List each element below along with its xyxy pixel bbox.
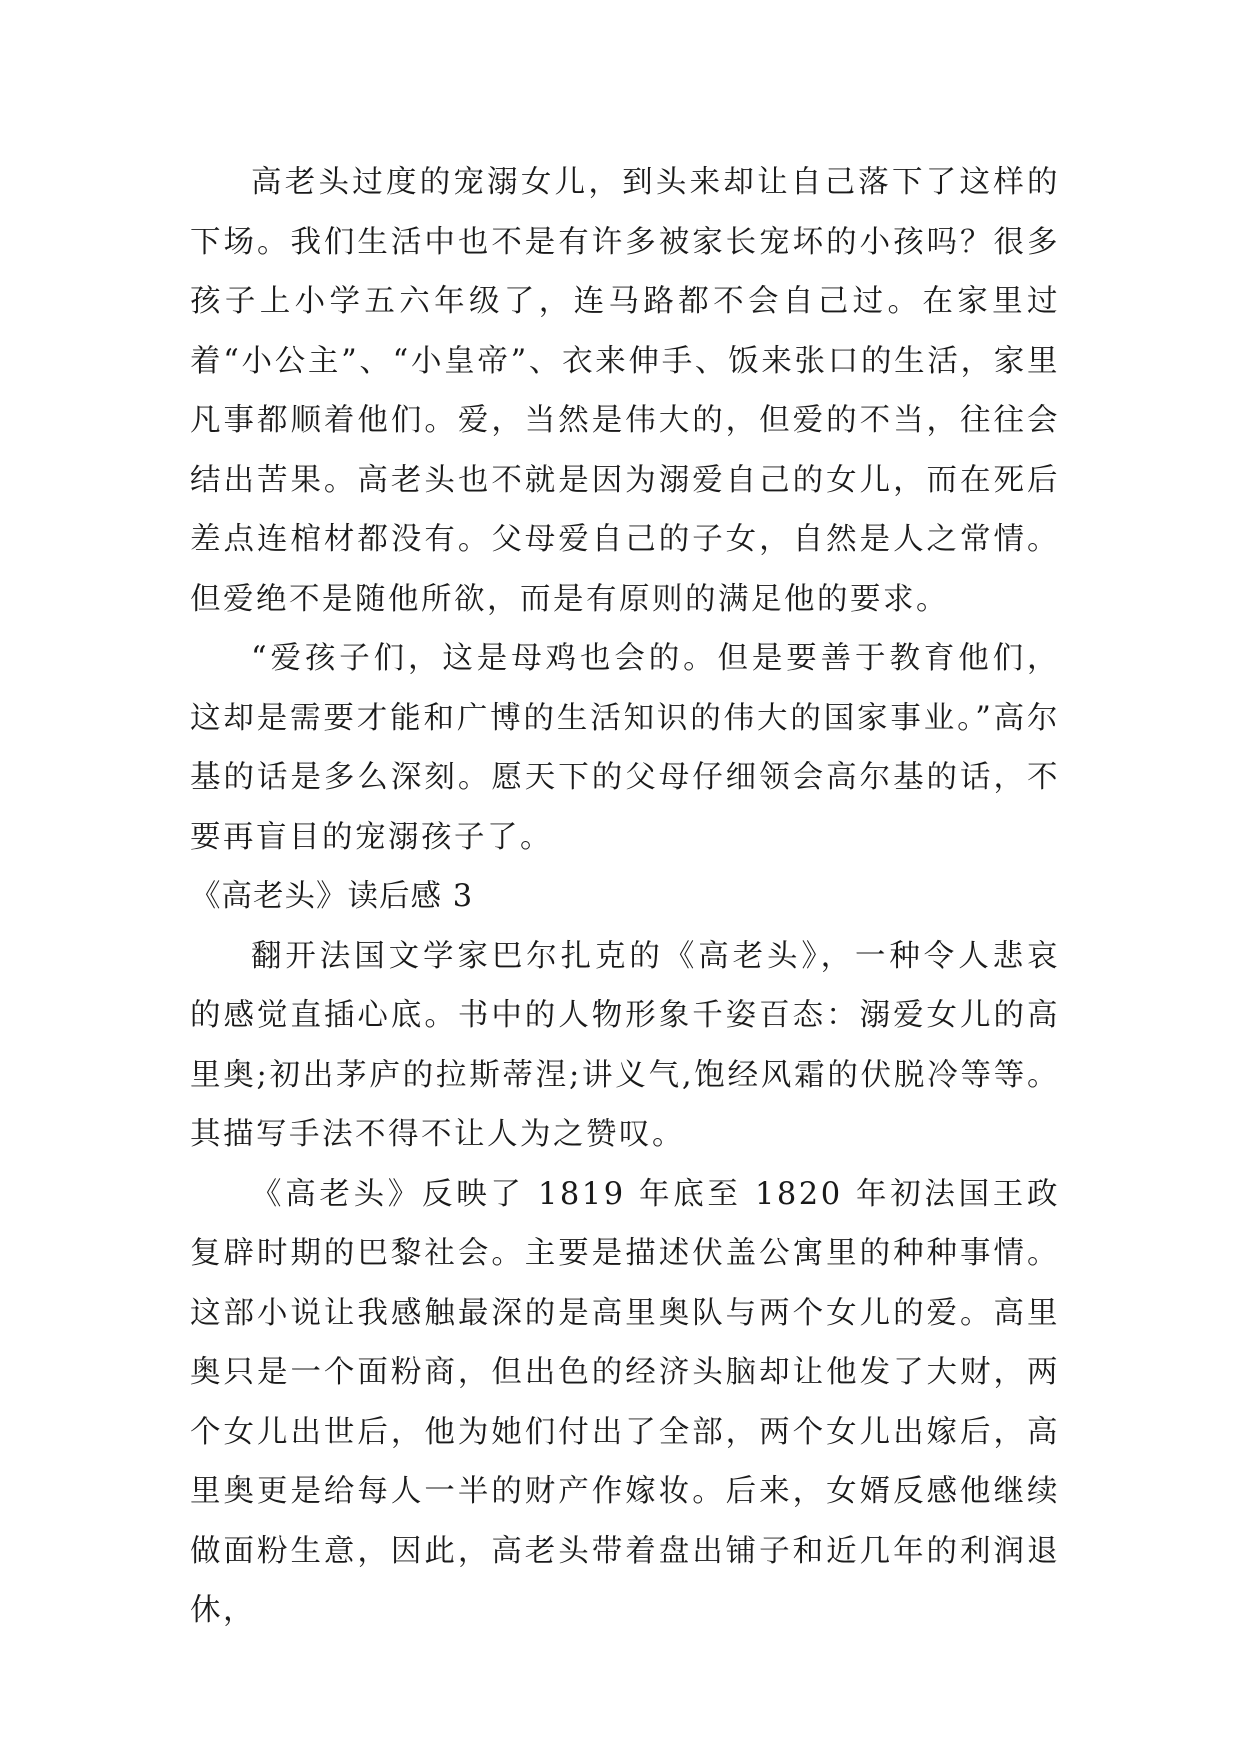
document-body	[190, 153, 1060, 1641]
paragraph: 《高老头》反映了 1819 年底至 1820 年初法国王政复辟时期的巴黎社会。主要是描述伏盖公寓里的种种事情。这部小说让我感触最深的是高里奥队与两个女儿的爱。高里奥只是一个面粉商，但出色的经济头脑却让他发了大财，两个女儿出世后，他为她们付出了全部，两个女儿出嫁后，高里奥更是给每人一半的财产作嫁妆。后来，女婿反感他继续做面粉生意，因此，高老头带着盘出铺子和近几年的利润退休，	[190, 1176, 1060, 1628]
paragraph: 翻开法国文学家巴尔扎克的《高老头》，一种令人悲哀的感觉直插心底。书中的人物形象千姿百态：溺爱女儿的高里奥;初出茅庐的拉斯蒂涅;讲义气,饱经风霜的伏脱冷等等。其描写手法不得不让人为之赞叹。	[190, 938, 1060, 1152]
section-heading: 《高老头》读后感 3	[190, 879, 474, 914]
paragraph: 高老头过度的宠溺女儿，到头来却让自己落下了这样的下场。我们生活中也不是有许多被家长宠坏的小孩吗？很多孩子上小学五六年级了，连马路都不会自己过。在家里过着“小公主”、“小皇帝”、衣来伸手、饭来张口的生活，家里凡事都顺着他们。爱，当然是伟大的，但爱的不当，往往会结出苦果。高老头也不就是因为溺爱自己的女儿，而在死后差点连棺材都没有。父母爱自己的子女，自然是人之常情。但爱绝不是随他所欲，而是有原则的满足他的要求。	[190, 165, 1060, 617]
paragraph: “爱孩子们，这是母鸡也会的。但是要善于教育他们，这却是需要才能和广博的生活知识的伟大的国家事业。”高尔基的话是多么深刻。愿天下的父母仔细领会高尔基的话，不要再盲目的宠溺孩子了。	[190, 641, 1060, 855]
